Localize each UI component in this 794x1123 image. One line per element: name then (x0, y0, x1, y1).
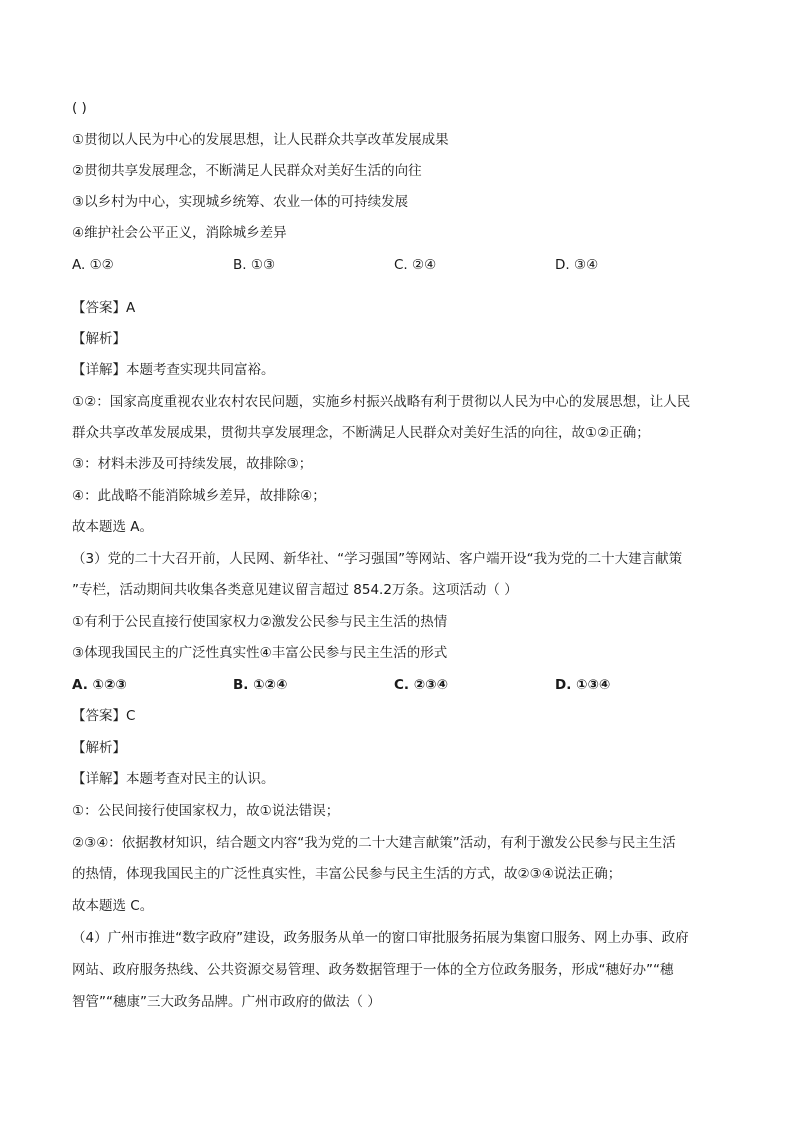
q2-analysis-label: 【解析】 (72, 331, 126, 347)
q2-explain-2: 群众共享改革发展成果，贯彻共享发展理念，不断满足人民群众对美好生活的向往，故①②正确； (72, 425, 650, 441)
q2-statement-3: ③以乡村为中心，实现城乡统筹、农业一体的可持续发展 (72, 194, 409, 210)
q2-option-b: B. ①③ (233, 257, 276, 273)
q2-option-a: A. ①② (72, 257, 114, 273)
q2-statement-1: ①贯彻以人民为中心的发展思想，让人民群众共享改革发展成果 (72, 132, 449, 148)
q2-option-d: D. ③④ (555, 257, 599, 273)
q2-options (72, 256, 734, 274)
q3-option-d: D. ①③④ (555, 677, 611, 693)
q2-detail: 【详解】本题考查实现共同富裕。 (72, 362, 275, 378)
q3-statements-1: ①有利于公民直接行使国家权力②激发公民参与民主生活的热情 (72, 614, 448, 630)
q2-answer-paren: ( ) (72, 100, 87, 116)
q2-answer: 【答案】A (72, 300, 136, 316)
q2-explain-1: ①②：国家高度重视农业农村农民问题，实施乡村振兴战略有利于贯彻以人民为中心的发展思想，让人民 (72, 394, 691, 410)
q3-option-b: B. ①②④ (233, 677, 288, 693)
q2-statement-4: ④维护社会公平正义，消除城乡差异 (72, 225, 287, 241)
q3-answer: 【答案】C (72, 708, 136, 724)
q3-option-c: C. ②③④ (394, 677, 449, 693)
q3-explain-3: 的热情，体现我国民主的广泛性真实性，丰富公民参与民主生活的方式，故②③④说法正确； (72, 866, 622, 882)
q2-option-c: C. ②④ (394, 257, 437, 273)
q3-options (72, 676, 734, 694)
q3-statements-2: ③体现我国民主的广泛性真实性④丰富公民参与民主生活的形式 (72, 645, 448, 661)
q3-explain-2: ②③④：依据教材知识，结合题文内容“我为党的二十大建言献策”活动，有利于激发公民参与民主生活 (72, 835, 676, 851)
q4-stem-3: 智管”“穗康”三大政务品牌。广州市政府的做法（ ） (72, 994, 381, 1010)
q3-stem-2: ”专栏，活动期间共收集各类意见建议留言超过 854.2万条。这项活动（ ） (72, 582, 518, 598)
q3-detail: 【详解】本题考查对民主的认识。 (72, 771, 275, 787)
q4-stem-2: 网站、政府服务热线、公共资源交易管理、政务数据管理于一体的全方位政务服务，形成“穗好办”“穗 (72, 962, 674, 978)
q3-conclusion: 故本题选 C。 (72, 898, 154, 914)
q2-explain-4: ④：此战略不能消除城乡差异，故排除④； (72, 488, 326, 504)
q4-stem-1: （4）广州市推进“数字政府”建设，政务服务从单一的窗口审批服务拓展为集窗口服务、网上办事、政府 (72, 930, 689, 946)
q3-explain-1: ①：公民间接行使国家权力，故①说法错误； (72, 803, 340, 819)
q2-statement-2: ②贯彻共享发展理念，不断满足人民群众对美好生活的向往 (72, 163, 422, 179)
q3-analysis-label: 【解析】 (72, 740, 126, 756)
q3-stem-1: （3）党的二十大召开前，人民网、新华社、“学习强国”等网站、客户端开设“我为党的二十大建言献策 (72, 551, 683, 567)
q2-explain-3: ③：材料未涉及可持续发展，故排除③； (72, 456, 313, 472)
q3-option-a: A. ①②③ (72, 677, 127, 693)
q2-conclusion: 故本题选 A。 (72, 519, 154, 535)
